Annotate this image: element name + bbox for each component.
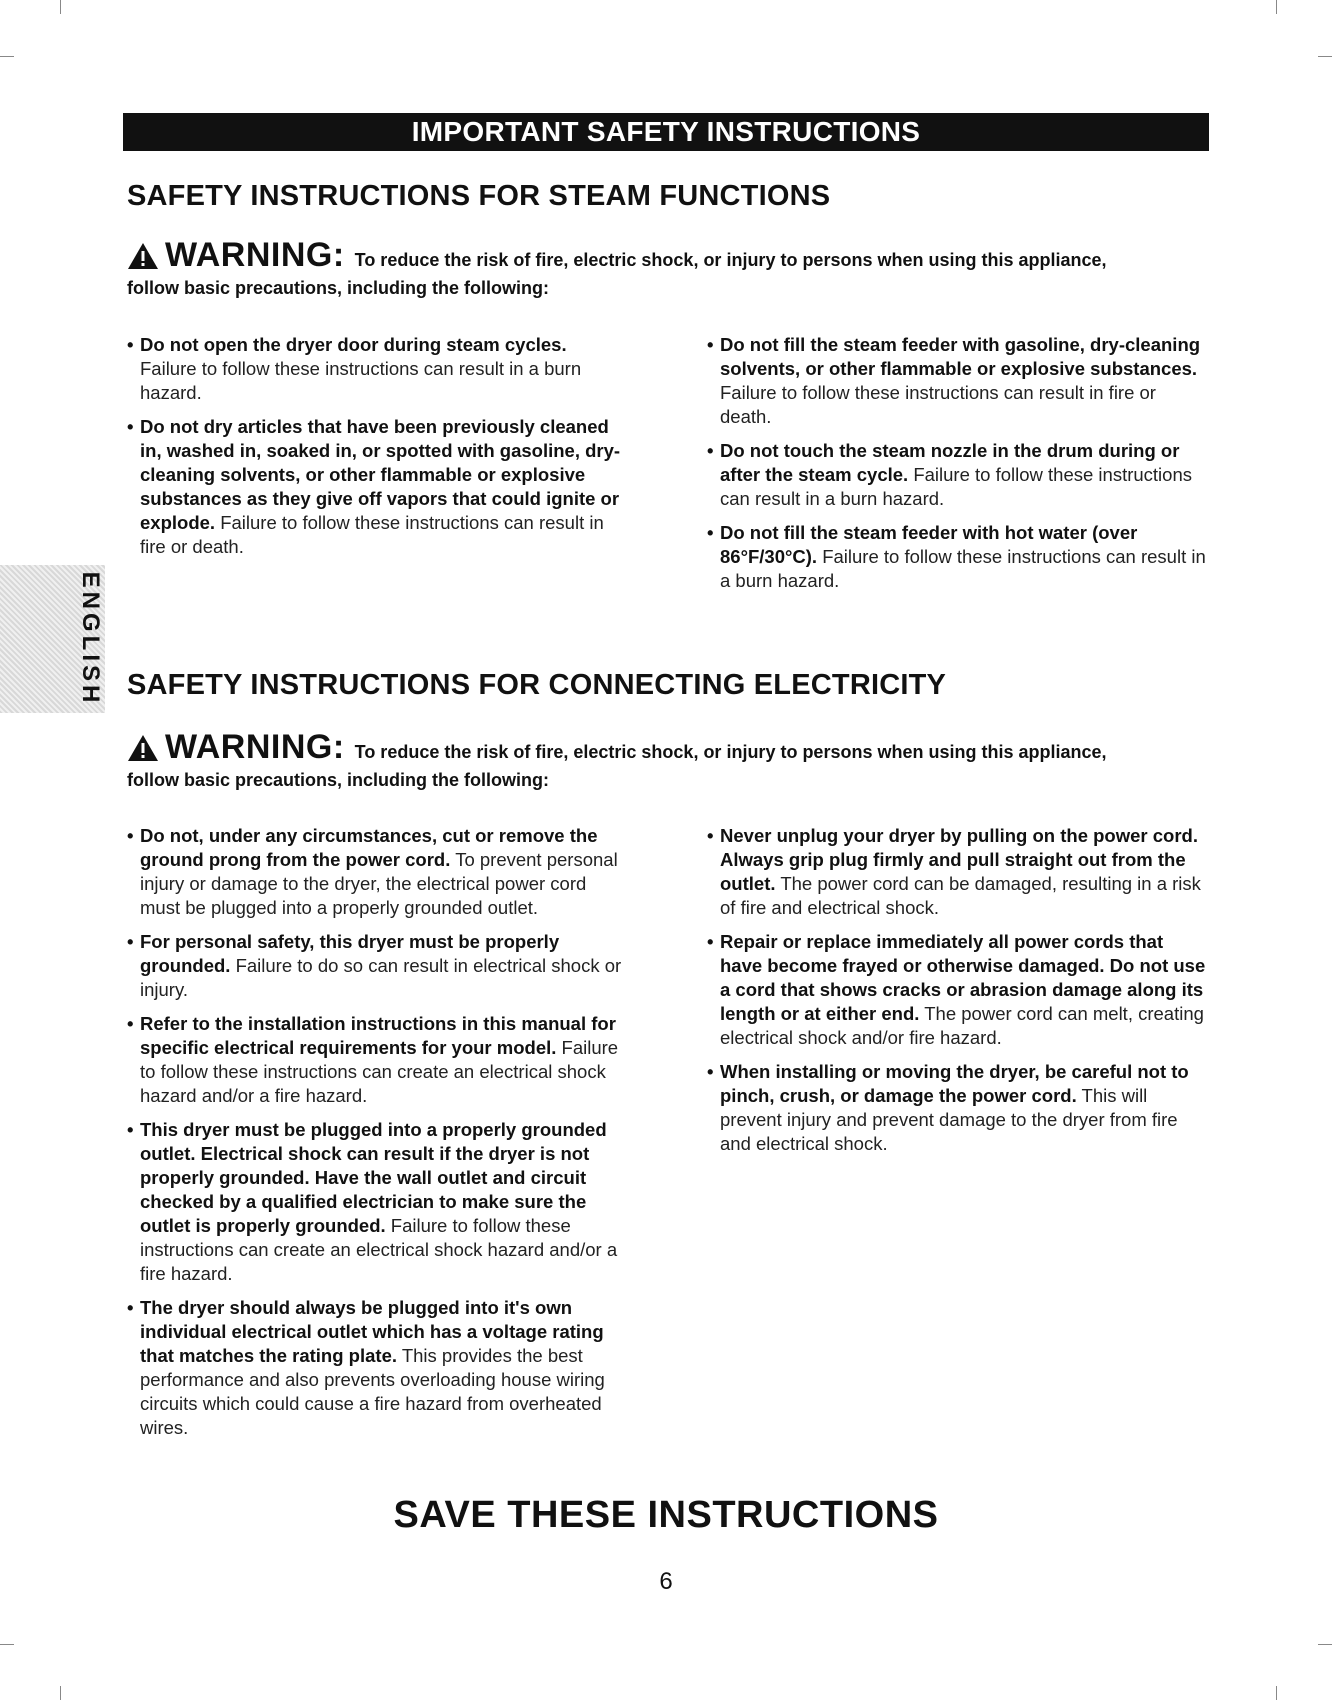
item-bold: Do not dry articles that have been previously cleaned in, washed in, soaked in, or spotted with gasoline, dry-cleaning solvents, or other flammable or explosive substances as they give off vapors that could ignite or explode. xyxy=(140,416,621,533)
item-bold: This dryer must be plugged into a properly grounded outlet. Electrical shock can result if the dryer is not properly grounded. Have the wall outlet and circuit checked by a qualified electrician to make sure the outlet is properly grounded. xyxy=(140,1119,607,1236)
list-item: • Do not, under any circumstances, cut or remove the ground prong from the power cord. To prevent personal injury or damage to the dryer, the electrical power cord must be plugged into a properly grounded outlet. xyxy=(127,825,618,918)
crop-mark xyxy=(1318,56,1332,57)
item-bold: Never unplug your dryer by pulling on the power cord. Always grip plug firmly and pull straight out from the outlet. xyxy=(720,825,1198,894)
warning-text: To reduce the risk of fire, electric shock, or injury to persons when using this appliance, xyxy=(354,742,1107,762)
list-item: • Refer to the installation instructions in this manual for specific electrical requirements for your model. Failure to follow these instructions can create an electrical shock hazard and/or a fire hazard. xyxy=(127,1013,619,1106)
item-bold: Repair or replace immediately all power cords that have become frayed or otherwise damaged. Do not use a cord that shows cracks or abrasion damage along its length or at either end. xyxy=(720,931,1206,1024)
item-bold: For personal safety, this dryer must be properly grounded. xyxy=(140,931,560,976)
save-instructions-title: SAVE THESE INSTRUCTIONS xyxy=(393,1494,939,1536)
crop-mark xyxy=(0,56,14,57)
item-bold: When installing or moving the dryer, be careful not to pinch, crush, or damage the power cord. xyxy=(720,1061,1189,1106)
item-text: This will prevent injury and prevent damage to the dryer from fire and electrical shock. xyxy=(720,1085,1178,1154)
language-tab xyxy=(76,568,104,710)
item-text: Failure to follow these instructions can result in fire or death. xyxy=(720,382,1156,427)
item-text: Failure to follow these instructions can result in a burn hazard. xyxy=(720,546,1206,591)
section-title-steam: SAFETY INSTRUCTIONS FOR STEAM FUNCTIONS xyxy=(127,180,831,212)
item-text: Failure to follow these instructions can create an electrical shock hazard and/or a fire hazard. xyxy=(140,1215,618,1284)
header-banner: IMPORTANT SAFETY INSTRUCTIONS xyxy=(123,113,1209,151)
crop-mark xyxy=(60,0,61,14)
warning-icon xyxy=(127,734,159,762)
warning-label: WARNING: xyxy=(165,728,345,766)
item-text: Failure to follow these instructions can result in fire or death. xyxy=(140,512,604,557)
item-bold: The dryer should always be plugged into it's own individual electrical outlet which has a voltage rating that matches the rating plate. xyxy=(140,1297,604,1366)
crop-mark xyxy=(1318,1644,1332,1645)
list-item: • Do not fill the steam feeder with hot water (over 86°F/30°C). Failure to follow these instructions can result in a burn hazard. xyxy=(707,522,1206,591)
electricity-right-column xyxy=(707,824,1207,1166)
list-item: • Never unplug your dryer by pulling on the power cord. Always grip plug firmly and pull straight out from the outlet. The power cord can be damaged, resulting in a risk of fire and electrical shock. xyxy=(707,825,1201,918)
list-item: • The dryer should always be plugged into it's own individual electrical outlet which has a voltage rating that matches the rating plate. This provides the best performance and also prevents overloading house wiring circuits which could cause a fire hazard from overheated wires. xyxy=(127,1297,605,1438)
list-item: • Do not dry articles that have been previously cleaned in, washed in, soaked in, or spotted with gasoline, dry-cleaning solvents, or other flammable or explosive substances as they give off vapors that could ignite or explode. Failure to follow these instructions can result in fire or death. xyxy=(127,416,621,557)
electricity-left-column xyxy=(127,824,627,1450)
crop-mark xyxy=(1276,1686,1277,1700)
steam-right-column xyxy=(707,333,1207,603)
list-item: • When installing or moving the dryer, be careful not to pinch, crush, or damage the power cord. This will prevent injury and prevent damage to the dryer from fire and electrical shock. xyxy=(707,1061,1189,1154)
list-item: • Do not open the dryer door during steam cycles. Failure to follow these instructions can result in a burn hazard. xyxy=(127,334,582,403)
warning-steam xyxy=(127,236,1207,301)
warning-text: To reduce the risk of fire, electric shock, or injury to persons when using this appliance, xyxy=(354,250,1107,270)
list-item: • Do not touch the steam nozzle in the drum during or after the steam cycle. Failure to follow these instructions can result in a burn hazard. xyxy=(707,440,1192,509)
item-bold: Do not open the dryer door during steam cycles. xyxy=(140,334,567,355)
list-item: • Repair or replace immediately all power cords that have become frayed or otherwise damaged. Do not use a cord that shows cracks or abrasion damage along its length or at either end. The power cord can melt, creating electrical shock and/or fire hazard. xyxy=(707,931,1206,1048)
warning-text-line2: follow basic precautions, including the following: xyxy=(127,770,550,790)
crop-mark xyxy=(1276,0,1277,14)
warning-label: WARNING: xyxy=(165,236,345,274)
language-tab-label: ENGLISH xyxy=(77,571,104,707)
page-number: 6 xyxy=(659,1568,673,1595)
list-item: • Do not fill the steam feeder with gasoline, dry-cleaning solvents, or other flammable or explosive substances. Failure to follow these instructions can result in fire or death. xyxy=(707,334,1201,427)
item-text: To prevent personal injury or damage to the dryer, the electrical power cord must be plugged into a properly grounded outlet. xyxy=(140,849,618,918)
item-text: Failure to do so can result in electrical shock or injury. xyxy=(140,955,622,1000)
crop-mark xyxy=(0,1644,14,1645)
item-text: This provides the best performance and also prevents overloading house wiring circuits which could cause a fire hazard from overheated wires. xyxy=(140,1345,605,1438)
steam-left-column xyxy=(127,333,627,569)
warning-text-line2: follow basic precautions, including the following: xyxy=(127,278,550,298)
item-text: The power cord can melt, creating electrical shock and/or fire hazard. xyxy=(720,1003,1204,1048)
list-item: • For personal safety, this dryer must be properly grounded. Failure to do so can result in electrical shock or injury. xyxy=(127,931,622,1000)
warning-icon xyxy=(127,242,159,270)
item-text: The power cord can be damaged, resulting in a risk of fire and electrical shock. xyxy=(720,873,1201,918)
item-text: Failure to follow these instructions can result in a burn hazard. xyxy=(720,464,1192,509)
item-bold: Do not, under any circumstances, cut or remove the ground prong from the power cord. xyxy=(140,825,598,870)
list-item: • This dryer must be plugged into a properly grounded outlet. Electrical shock can result if the dryer is not properly grounded. Have the wall outlet and circuit checked by a qualified electrician to make sure the outlet is properly grounded. Failure to follow these instructions can create an electrical shock hazard and/or a fire hazard. xyxy=(127,1119,618,1284)
item-bold: Do not touch the steam nozzle in the drum during or after the steam cycle. xyxy=(720,440,1180,485)
item-bold: Do not fill the steam feeder with hot water (over 86°F/30°C). xyxy=(720,522,1138,567)
item-text: Failure to follow these instructions can result in a burn hazard. xyxy=(140,358,582,403)
item-bold: Refer to the installation instructions in this manual for specific electrical requirements for your model. xyxy=(140,1013,616,1058)
section-title-electricity: SAFETY INSTRUCTIONS FOR CONNECTING ELECTRICITY xyxy=(127,669,947,701)
item-text: Failure to follow these instructions can create an electrical shock hazard and/or a fire hazard. xyxy=(140,1037,619,1106)
warning-electricity xyxy=(127,728,1207,793)
item-bold: Do not fill the steam feeder with gasoline, dry-cleaning solvents, or other flammable or explosive substances. xyxy=(720,334,1201,379)
crop-mark xyxy=(60,1686,61,1700)
